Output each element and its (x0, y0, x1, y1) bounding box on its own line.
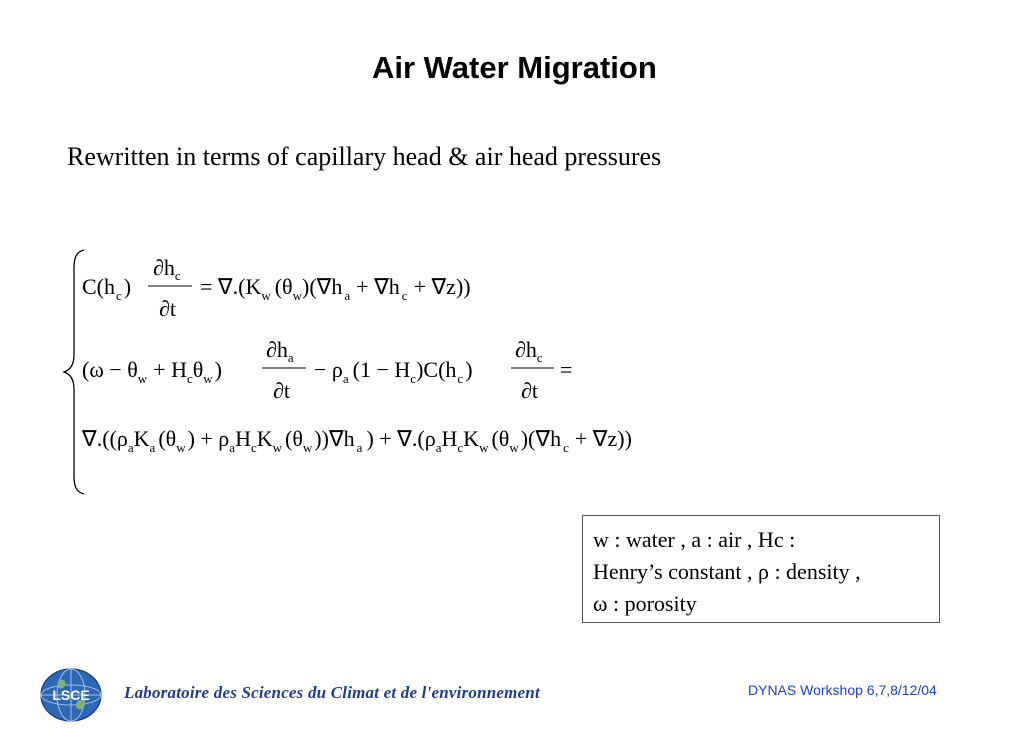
slide-title: Air Water Migration (372, 50, 657, 85)
svg-text:C(hc): $C(h_c)$ (82, 274, 132, 303)
lsce-globe-logo (38, 667, 104, 723)
svg-text:(ω − θw+ Hcθw): $(\omega - \theta_w + H_c\theta_w)$ (82, 357, 222, 386)
svg-text:∂ha: $\partial h_a$ (266, 337, 294, 365)
legend-line-1: w : water , a : air , Hc : (593, 527, 796, 552)
equation-1 (82, 255, 471, 321)
slide-subtitle: Rewritten in terms of capillary head & air head pressures (67, 142, 662, 171)
svg-text:∂hc: $\partial h_c$ (515, 337, 543, 365)
svg-text:=: = (560, 357, 573, 382)
svg-text:∂t: ∂t (521, 378, 538, 403)
footer-event: DYNAS Workshop 6,7,8/12/04 (748, 682, 937, 698)
svg-text:= ∇.(Kw(θw)(∇ha+ ∇hc+ ∇z)): = $\nabla.(K_w$ $(\theta_w)(\nabla h$ $_a$ + ∇h $_c$ + ∇z)) (200, 274, 471, 303)
svg-text:− ρa(1 − Hc)C(hc): − $\rho_a$ $(1 - H_c)C(h_c)$ (314, 357, 473, 386)
legend-line-2: Henry’s constant , ρ : density , (593, 559, 861, 584)
svg-text:∇.((ρaKa(θw) + ρaHcKw(θw))∇ha): $\nabla.((\rho_aK_a$ $(\theta_w) + \rho_aH_cK_w$ $(\theta_w))\nabla h$ $_a$ ) + $\nabla.(\rho_aH_cK_w$ $(\theta_w)(\nabla h$ $_c$ + ∇z)) (82, 426, 632, 455)
svg-text:∂t: ∂t (273, 378, 290, 403)
svg-text:∂hc: $\partial h_c$ (153, 255, 181, 283)
legend-line-3: ω : porosity (593, 591, 697, 616)
svg-text:LSCE: LSCE (52, 687, 90, 703)
equation-3 (81, 426, 632, 455)
system-brace (64, 250, 84, 494)
equation-2 (82, 337, 572, 403)
svg-text:∂t: ∂t (159, 296, 176, 321)
lab-name: Laboratoire des Sciences du Climat et de l'environnement (124, 683, 540, 702)
legend-box (582, 515, 940, 623)
